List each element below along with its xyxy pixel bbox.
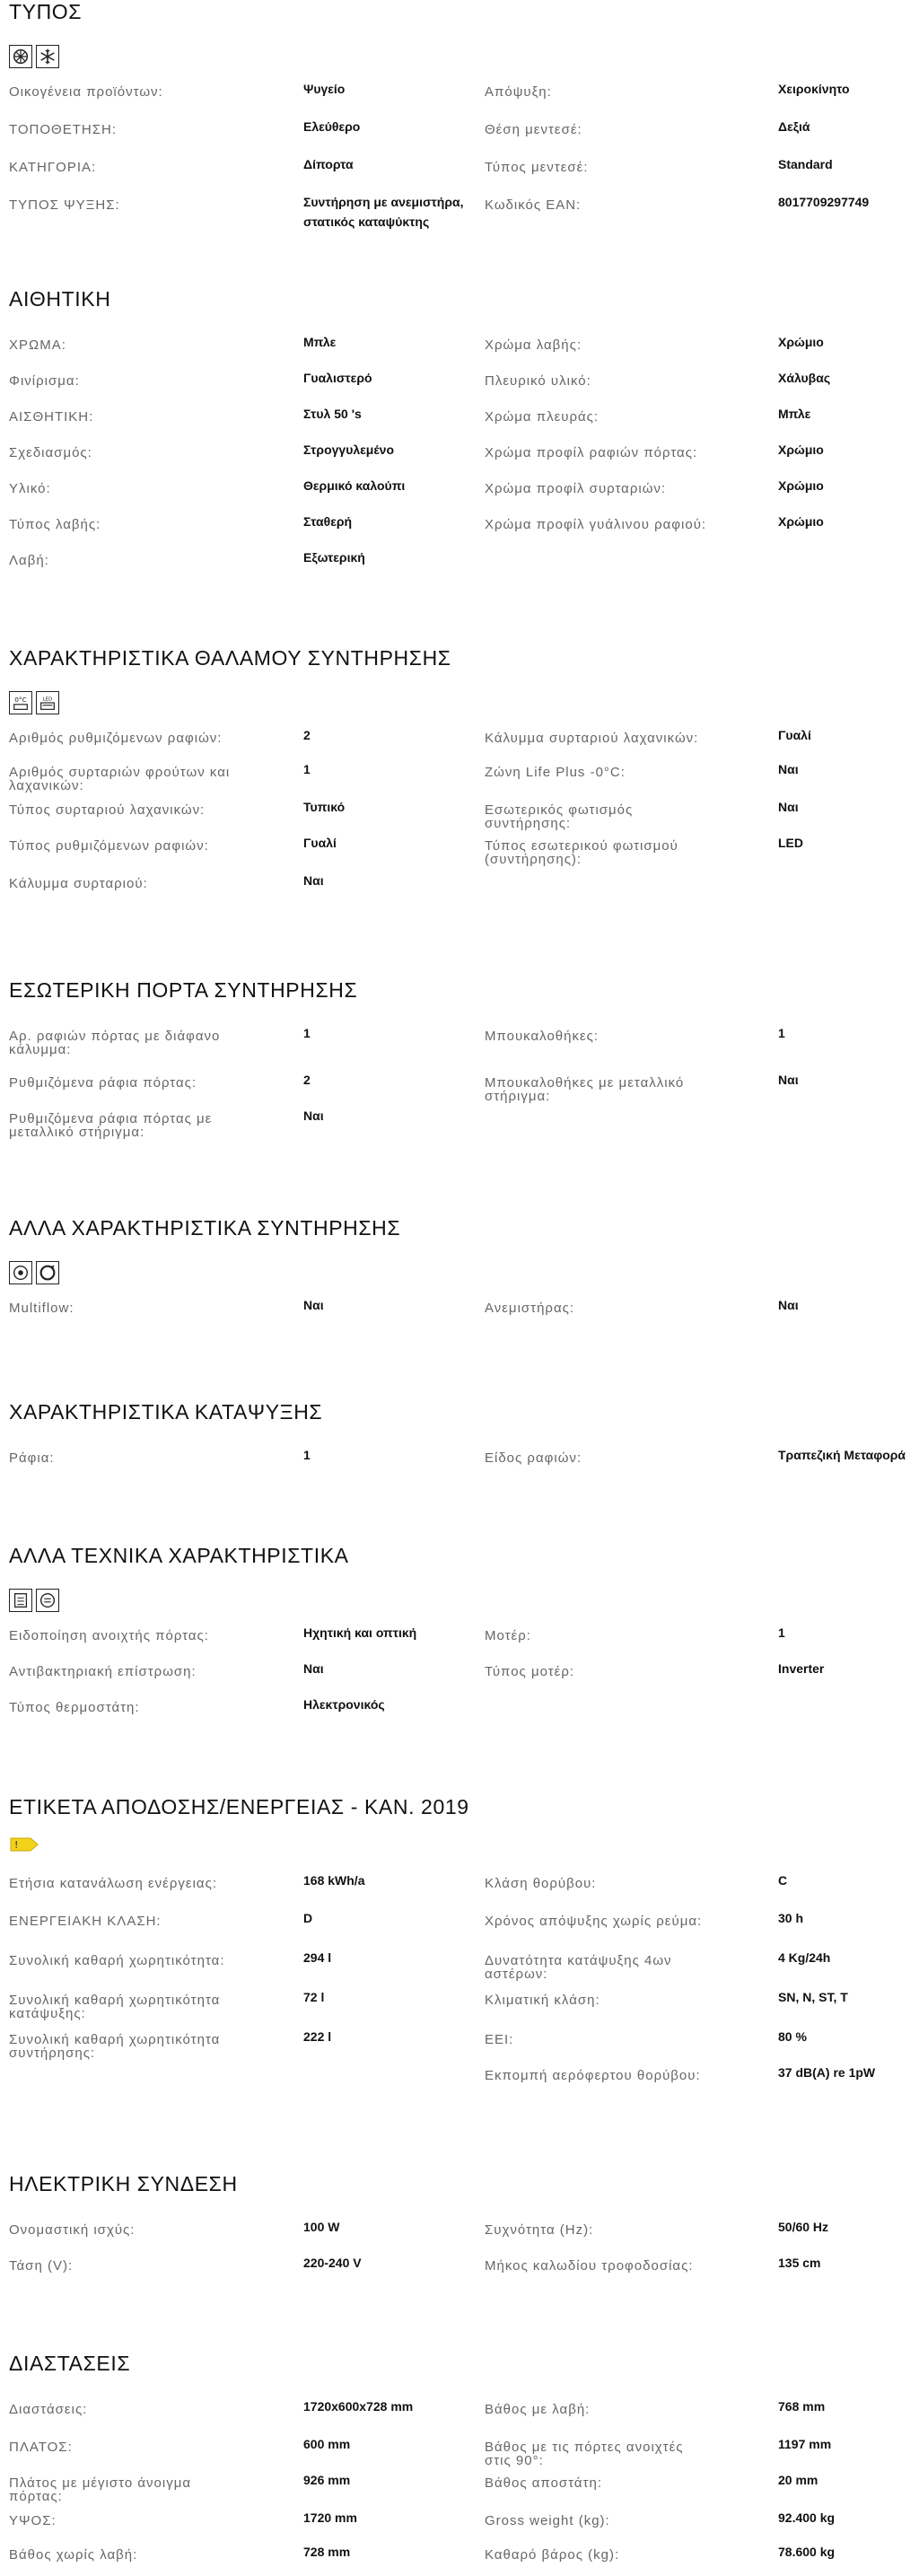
spec-value: 1 — [303, 1448, 311, 1462]
spec-value: Γυαλί — [303, 836, 337, 850]
spec-label: Κωδικός EAN: — [485, 197, 582, 213]
inverter-motor-icon — [36, 1589, 59, 1612]
spec-label: Multiflow: — [9, 1301, 74, 1316]
fridge-cold-icon — [9, 45, 32, 68]
spec-value: Ναι — [778, 800, 799, 814]
multiflow-icon — [9, 1261, 32, 1284]
spec-label: Αρ. ραφιών πόρτας με διάφανο κάλυμμα: — [9, 1029, 221, 1057]
spec-label: Τύπος εσωτερικού φωτισμού (συντήρησης): — [485, 838, 678, 867]
spec-value: 728 mm — [303, 2545, 351, 2559]
spec-label: Gross weight (kg): — [485, 2513, 610, 2528]
spec-label: Λαβή: — [9, 553, 49, 568]
spec-value: Θερμικό καλούπι — [303, 478, 406, 493]
spec-label: Συνολική καθαρή χωρητικότητα κατάψυξης: — [9, 1993, 221, 2021]
spec-value: Ναι — [303, 873, 324, 888]
spec-value: 80 % — [778, 2029, 807, 2044]
spec-label: Αριθμός ρυθμιζόμενων ραφιών: — [9, 731, 223, 746]
spec-value: 1 — [303, 1026, 311, 1040]
spec-label: ΑΙΣΘΗΤΙΚΗ: — [9, 409, 94, 425]
spec-value: 8017709297749 — [778, 195, 870, 209]
spec-label: EEI: — [485, 2032, 514, 2047]
section-title: ΕΣΩΤΕΡΙΚΗ ΠΟΡΤΑ ΣΥΝΤΗΡΗΣΗΣ — [9, 978, 358, 1002]
spec-value: Μπλε — [778, 407, 811, 421]
spec-label: Καθαρό βάρος (kg): — [485, 2547, 620, 2563]
section-title: ΑΙΘΗΤΙΚΗ — [9, 287, 111, 311]
spec-label: Τύπος συρταριού λαχανικών: — [9, 802, 206, 818]
spec-label: Συνολική καθαρή χωρητικότητα: — [9, 1953, 225, 1968]
spec-value: 1197 mm — [778, 2437, 832, 2451]
spec-label: ΥΨΟΣ: — [9, 2513, 57, 2528]
spec-label: Υλικό: — [9, 481, 51, 496]
spec-label: Ανεμιστήρας: — [485, 1301, 575, 1316]
spec-value: 135 cm — [778, 2256, 821, 2270]
spec-value: 92.400 kg — [778, 2510, 836, 2525]
fan-icon — [36, 1261, 59, 1284]
spec-value: Χάλυβας — [778, 371, 831, 385]
spec-value: Ναι — [778, 1298, 799, 1312]
spec-value: Ναι — [303, 1298, 324, 1312]
spec-label: ΤΟΠΟΘΕΤΗΣΗ: — [9, 122, 117, 137]
door-alarm-icon — [9, 1589, 32, 1612]
spec-value: 1720x600x728 mm — [303, 2399, 414, 2414]
spec-value: Χρώμιο — [778, 335, 824, 349]
spec-label: Αριθμός συρταριών φρούτων και λαχανικών: — [9, 765, 231, 793]
spec-label: Μήκος καλωδίου τροφοδοσίας: — [485, 2258, 694, 2274]
spec-value: 72 l — [303, 1990, 325, 2004]
spec-label: Σχεδιασμός: — [9, 445, 92, 460]
feature-icons — [9, 1261, 59, 1284]
spec-label: Ονομαστική ισχύς: — [9, 2222, 136, 2238]
spec-label: Χρώμα προφίλ ραφιών πόρτας: — [485, 445, 698, 460]
spec-label: Βάθος με λαβή: — [485, 2402, 591, 2417]
spec-value: 1720 mm — [303, 2510, 357, 2525]
spec-value: Δεξιά — [778, 119, 810, 134]
spec-value: Χρώμιο — [778, 442, 824, 457]
spec-value: Ναι — [303, 1108, 324, 1123]
spec-value: Συντήρηση με ανεμιστήρα, στατικός καταψύκτης — [303, 195, 464, 229]
spec-value: Ηλεκτρονικός — [303, 1697, 385, 1712]
spec-label: Ειδοποίηση ανοιχτής πόρτας: — [9, 1628, 209, 1643]
spec-label: ΤΥΠΟΣ ΨΥΞΗΣ: — [9, 197, 120, 213]
spec-value: 4 Kg/24h — [778, 1950, 831, 1965]
spec-value: 220-240 V — [303, 2256, 362, 2270]
spec-label: ΕΝΕΡΓΕΙΑΚΗ ΚΛΑΣΗ: — [9, 1914, 162, 1929]
spec-label: Εκπομπή αερόφερτου θορύβου: — [485, 2068, 701, 2083]
spec-label: Ρυθμιζόμενα ράφια πόρτας με μεταλλικό στήριγμα: — [9, 1111, 213, 1140]
spec-label: Κάλυμμα συρταριού λαχανικών: — [485, 731, 699, 746]
spec-value: Στυλ 50 's — [303, 407, 362, 421]
spec-value: Ψυγείο — [303, 82, 346, 96]
spec-value: 1 — [778, 1625, 785, 1640]
spec-label: Τύπος μοτέρ: — [485, 1664, 575, 1679]
spec-label: Βάθος με τις πόρτες ανοιχτές στις 90°: — [485, 2440, 684, 2468]
spec-value: 222 l — [303, 2029, 332, 2044]
spec-value: Ναι — [778, 1073, 799, 1087]
feature-icons — [9, 691, 59, 714]
spec-value: Μπλε — [303, 335, 337, 349]
spec-label: Ζώνη Life Plus -0°C: — [485, 765, 626, 780]
spec-label: Τύπος μεντεσέ: — [485, 160, 589, 175]
spec-label: Μπουκαλοθήκες με μεταλλικό στήριγμα: — [485, 1075, 685, 1104]
spec-value: 294 l — [303, 1950, 332, 1965]
spec-value: Εξωτερική — [303, 550, 365, 565]
spec-value: D — [303, 1911, 313, 1925]
spec-label: Συχνότητα (Hz): — [485, 2222, 594, 2238]
spec-label: Χρόνος απόψυξης χωρίς ρεύμα: — [485, 1914, 703, 1929]
spec-label: Χρώμα πλευράς: — [485, 409, 600, 425]
spec-label: Τύπος θερμοστάτη: — [9, 1700, 140, 1715]
spec-value: 2 — [303, 1073, 311, 1087]
spec-label: Αντιβακτηριακή επίστρωση: — [9, 1664, 197, 1679]
spec-value: 30 h — [778, 1911, 804, 1925]
section-title: ΤΥΠΟΣ — [9, 0, 83, 23]
spec-value: 1 — [303, 762, 311, 776]
section-title: ΧΑΡΑΚΤΗΡΙΣΤΙΚΑ ΘΑΛΑΜΟΥ ΣΥΝΤΗΡΗΣΗΣ — [9, 646, 451, 670]
spec-label: Ράφια: — [9, 1450, 55, 1466]
spec-value: Ναι — [303, 1661, 324, 1676]
spec-label: Μοτέρ: — [485, 1628, 531, 1643]
section-title: ΑΛΛΑ ΤΕΧΝΙΚΑ ΧΑΡΑΚΤΗΡΙΣΤΙΚΑ — [9, 1544, 349, 1567]
spec-value: 37 dB(A) re 1pW — [778, 2065, 876, 2080]
spec-value: 78.600 kg — [778, 2545, 836, 2559]
led-light-icon — [36, 691, 59, 714]
spec-label: Ρυθμιζόμενα ράφια πόρτας: — [9, 1075, 197, 1091]
spec-label: Τύπος λαβής: — [9, 517, 101, 532]
energy-label-icon — [9, 1836, 39, 1853]
spec-value: Σταθερή — [303, 514, 353, 529]
zero-degree-zone-icon — [9, 691, 32, 714]
spec-value: C — [778, 1873, 788, 1888]
spec-value: Ναι — [778, 762, 799, 776]
spec-label: Δυνατότητα κατάψυξης 4ων αστέρων: — [485, 1953, 672, 1982]
spec-value: LED — [778, 836, 803, 850]
spec-value: Τραπεζική Μεταφορά — [778, 1448, 906, 1462]
spec-value: Χειροκίνητο — [778, 82, 850, 96]
spec-label: Μπουκαλοθήκες: — [485, 1029, 600, 1044]
spec-label: Εσωτερικός φωτισμός συντήρησης: — [485, 802, 634, 831]
spec-label: Είδος ραφιών: — [485, 1450, 582, 1466]
spec-label: Βάθος αποστάτη: — [485, 2475, 602, 2491]
spec-value: 768 mm — [778, 2399, 826, 2414]
section-title: ΕΤΙΚΕΤΑ ΑΠΟΔΟΣΗΣ/ΕΝΕΡΓΕΙΑΣ - ΚΑΝ. 2019 — [9, 1795, 469, 1818]
section-title: ΑΛΛΑ ΧΑΡΑΚΤΗΡΙΣΤΙΚΑ ΣΥΝΤΗΡΗΣΗΣ — [9, 1216, 401, 1240]
spec-label: Πλάτος με μέγιστο άνοιγμα πόρτας: — [9, 2475, 192, 2504]
spec-value: 168 kWh/a — [303, 1873, 365, 1888]
spec-value: Τυπικό — [303, 800, 346, 814]
section-title: ΔΙΑΣΤΑΣΕΙΣ — [9, 2352, 131, 2375]
feature-icons — [9, 1589, 59, 1612]
spec-value: Γυαλί — [778, 728, 811, 742]
svg-text:!: ! — [14, 1839, 19, 1851]
spec-label: Θέση μεντεσέ: — [485, 122, 582, 137]
section-title: ΗΛΕΚΤΡΙΚΗ ΣΥΝΔΕΣΗ — [9, 2172, 238, 2195]
spec-label: ΧΡΩΜΑ: — [9, 337, 66, 353]
spec-value: 1 — [778, 1026, 785, 1040]
feature-icons — [9, 45, 59, 68]
spec-label: Φινίρισμα: — [9, 373, 80, 389]
spec-value: 600 mm — [303, 2437, 351, 2451]
svg-text:LED: LED — [42, 697, 53, 703]
spec-value: 100 W — [303, 2220, 340, 2234]
spec-label: Τύπος ρυθμιζόμενων ραφιών: — [9, 838, 209, 854]
spec-label: Ετήσια κατανάλωση ενέργειας: — [9, 1876, 217, 1891]
svg-text:0°C: 0°C — [14, 696, 27, 705]
spec-label: Κλιματική κλάση: — [485, 1993, 600, 2008]
spec-value: 20 mm — [778, 2473, 818, 2487]
spec-value: Γυαλιστερό — [303, 371, 372, 385]
spec-value: Χρώμιο — [778, 478, 824, 493]
section-title: ΧΑΡΑΚΤΗΡΙΣΤΙΚΑ ΚΑΤΑΨΥΞΗΣ — [9, 1400, 323, 1424]
spec-label: Χρώμα προφίλ συρταριών: — [485, 481, 667, 496]
spec-label: ΚΑΤΗΓΟΡΙΑ: — [9, 160, 97, 175]
spec-value: Χρώμιο — [778, 514, 824, 529]
spec-value: Δίπορτα — [303, 157, 354, 171]
spec-value: Ελεύθερο — [303, 119, 361, 134]
spec-value: 2 — [303, 728, 311, 742]
snowflake-icon — [36, 45, 59, 68]
spec-value: SN, N, ST, T — [778, 1990, 848, 2004]
spec-value: Inverter — [778, 1661, 825, 1676]
spec-label: Τάση (V): — [9, 2258, 74, 2274]
spec-label: Πλευρικό υλικό: — [485, 373, 591, 389]
spec-value: 926 mm — [303, 2473, 351, 2487]
spec-value: Ηχητική και οπτική — [303, 1625, 417, 1640]
spec-label: Χρώμα λαβής: — [485, 337, 582, 353]
spec-value: Standard — [778, 157, 833, 171]
spec-value: Στρογγυλεμένο — [303, 442, 394, 457]
spec-label: Διαστάσεις: — [9, 2402, 88, 2417]
spec-label: Βάθος χωρίς λαβή: — [9, 2547, 138, 2563]
spec-label: Απόψυξη: — [485, 84, 552, 100]
spec-label: Συνολική καθαρή χωρητικότητα συντήρησης: — [9, 2032, 221, 2061]
spec-label: Οικογένεια προϊόντων: — [9, 84, 163, 100]
spec-value: 50/60 Hz — [778, 2220, 829, 2234]
spec-label: ΠΛΑΤΟΣ: — [9, 2440, 73, 2455]
spec-label: Κάλυμμα συρταριού: — [9, 876, 148, 891]
spec-label: Κλάση θορύβου: — [485, 1876, 597, 1891]
spec-label: Χρώμα προφίλ γυάλινου ραφιού: — [485, 517, 707, 532]
